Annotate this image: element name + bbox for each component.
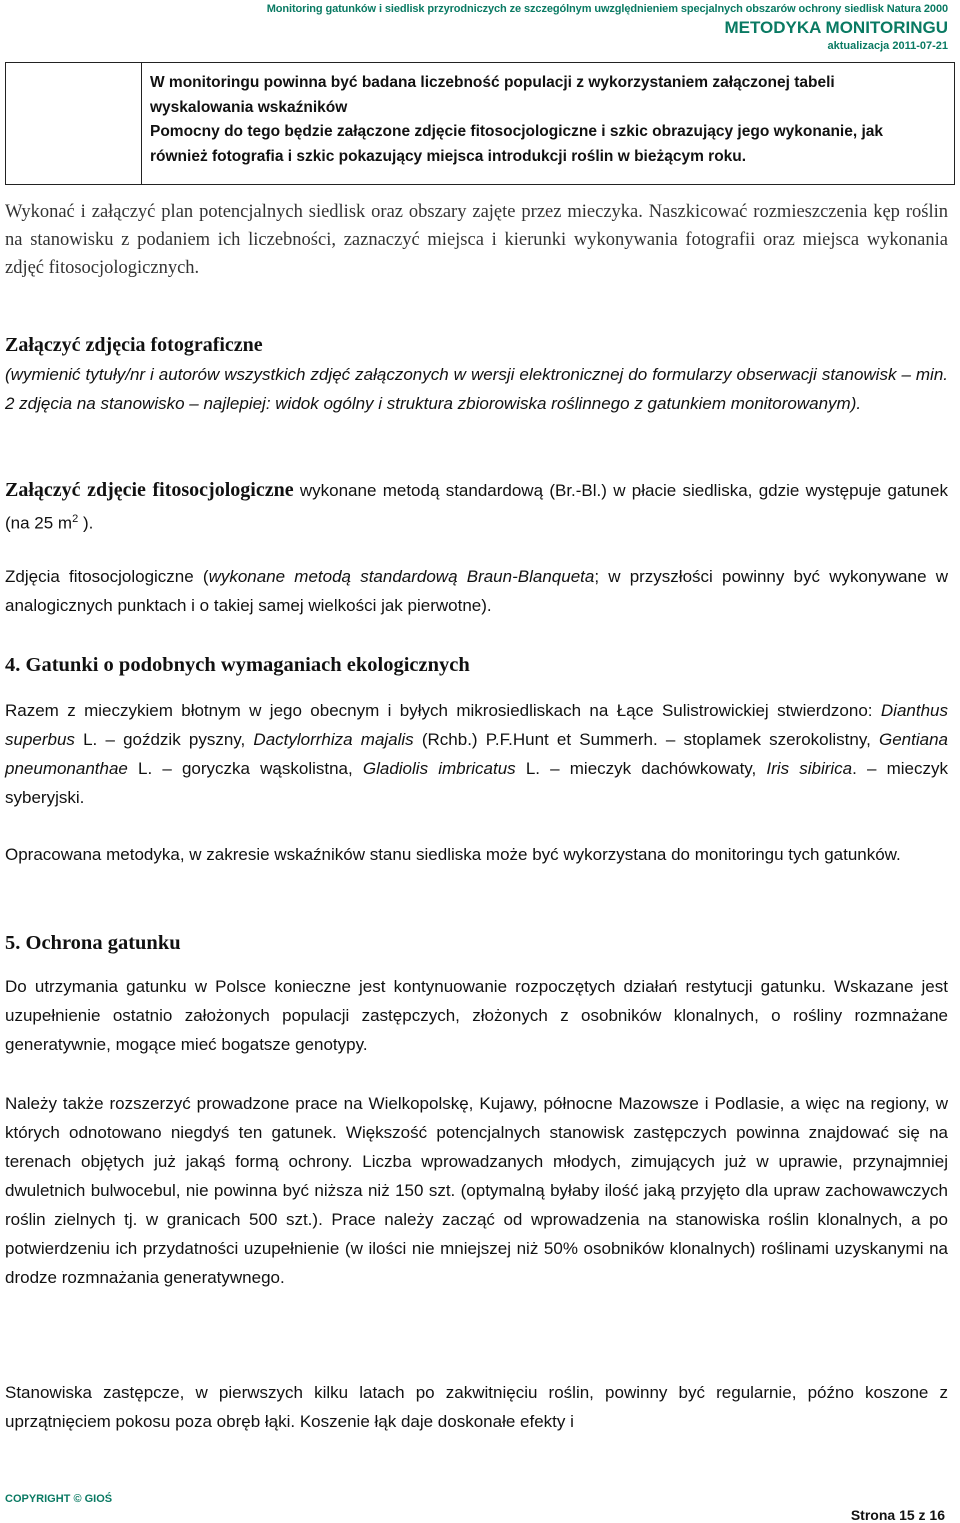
species-name: Dianthus superbus bbox=[5, 701, 948, 749]
section-5-paragraph-1: Do utrzymania gatunku w Polsce konieczne jest kontynuowanie rozpoczętych działań restytucji gatunku. Wskazane jest uzupełnienie ostatnio założonych populacji zastępczych, złożonych z osobników klonalnych, o rośliny rozmnażane generatywnie, mogące mieć bogatsze genotypy. bbox=[5, 977, 948, 1054]
text-run: L. – mieczyk dachówkowaty, bbox=[515, 759, 767, 778]
species-name: Iris sibirica bbox=[766, 759, 853, 778]
species-name: Dactylorrhiza majalis bbox=[253, 730, 414, 749]
plan-paragraph: Wykonać i załączyć plan potencjalnych siedlisk oraz obszary zajęte przez mieczyka. Naszkicować rozmieszczenia kęp roślin na stanowisku z podaniem ich liczebności, zaznaczyć miejsca i kierunki wykonywania fotografii oraz miejsca wykonania zdjęć fitosocjologicznych. bbox=[5, 202, 948, 278]
text-run: . – mieczyk syberyjski. bbox=[5, 759, 948, 807]
text-run: (Rchb.) P.F.Hunt et Summerh. – stoplamek szerokolistny, bbox=[413, 730, 879, 749]
instruction-box bbox=[5, 62, 955, 185]
section-4-species-paragraph bbox=[5, 696, 948, 812]
species-name: Gladiolis imbricatus bbox=[362, 759, 516, 778]
instruction-line: wyskalowania wskaźników bbox=[150, 98, 348, 116]
footer-copyright: COPYRIGHT © GIOŚ bbox=[5, 1493, 113, 1505]
photos-note: (wymienić tytuły/nr i autorów wszystkich zdjęć załączonych w wersji elektronicznej do formularzy obserwacji stanowisk – min. 2 zdjęcia na stanowisko – najlepiej: widok ogólny i struktura zbiorowiska roślinnego z gatunkiem monitorowanym). bbox=[5, 365, 948, 413]
header-subtitle: METODYKA MONITORINGU bbox=[724, 18, 948, 37]
photos-section bbox=[5, 330, 948, 418]
phyto-text: wykonane metodą standardową (Br.-Bl.) w płacie siedliska, gdzie występuje gatunek (na 25 m bbox=[5, 481, 948, 533]
footer-page-number: Strona 15 z 16 bbox=[850, 1507, 945, 1523]
instruction-line: Pomocny do tego będzie załączone zdjęcie fitosocjologiczne i szkic obrazujący jego wykonanie, jak bbox=[150, 123, 883, 140]
text-run-italic: Braun-Blanqueta bbox=[457, 567, 595, 586]
section-4-methodology-paragraph: Opracowana metodyka, w zakresie wskaźników stanu siedliska może być wykorzystana do monitoringu tych gatunków. bbox=[5, 845, 901, 864]
phyto-superscript: 2 bbox=[72, 513, 79, 525]
text-run: ; w przyszłości powinny być wykonywane w analogicznych punktach i o takiej samej wielkości jak pierwotne). bbox=[5, 567, 948, 615]
section-5-paragraph-3: Stanowiska zastępcze, w pierwszych kilku latach po zakwitnięciu roślin, powinny być regularnie, późno koszone z uprzątnięciem pokosu poza obręb łąki. Koszenie łąk daje doskonałe efekty i bbox=[5, 1383, 948, 1431]
text-run: Razem z mieczykiem błotnym w jego obecnym i byłych mikrosiedliskach na Łące Sulistrowickiej stwierdzono: bbox=[5, 701, 881, 720]
section-5-heading: 5. Ochrona gatunku bbox=[5, 932, 181, 954]
text-run: Zdjęcia fitosocjologiczne ( bbox=[5, 567, 209, 586]
instruction-line: również fotografia i szkic pokazujący miejsca introdukcji roślin w bieżącym roku. bbox=[150, 147, 747, 165]
text-run-italic: wykonane metodą standardową bbox=[208, 567, 458, 586]
text-run: L. – goryczka wąskolistna, bbox=[127, 759, 363, 778]
phyto-heading: Załączyć zdjęcie fitosocjologiczne bbox=[5, 479, 294, 501]
header-update-date: aktualizacja 2011-07-21 bbox=[827, 40, 948, 52]
phyto-paragraph bbox=[5, 476, 948, 538]
instruction-box-text bbox=[142, 63, 954, 184]
section-4-heading: 4. Gatunki o podobnych wymaganiach ekologicznych bbox=[5, 654, 470, 676]
instruction-box-label-cell bbox=[6, 63, 142, 184]
species-name: Gentiana pneumonanthae bbox=[5, 730, 948, 778]
phyto-photos-paragraph bbox=[5, 562, 948, 620]
photos-heading: Załączyć zdjęcia fotograficzne bbox=[5, 334, 263, 356]
text-run: L. – goździk pyszny, bbox=[74, 730, 254, 749]
phyto-text-end: ). bbox=[78, 513, 94, 533]
section-5-paragraph-2: Należy także rozszerzyć prowadzone prace na Wielkopolskę, Kujawy, północne Mazowsze i Podlasie, a więc na regiony, w których odnotowano niegdyś ten gatunek. Większość potencjalnych stanowisk zastępczych powinna znajdować się na terenach objętych już jakąś formą ochrony. Liczba wprowadzanych młodych, zimujących już w uprawie, przynajmniej dwuletnich bulwocebul, nie powinna być niższa niż 150 szt. (optymalną byłaby ilość jaką przyjęto dla upraw zachowawczych roślin zielnych tj. w granicach 500 szt.). Prace należy zacząć od wprowadzenia na stanowiska roślin klonalnych, a po potwierdzeniu ich przydatności uzupełnienie (w ilości nie mniejszej niż 50% osobników klonalnych) roślinami uzyskanymi na drodze rozmnażania generatywnego. bbox=[5, 1094, 948, 1287]
instruction-line: W monitoringu powinna być badana liczebność populacji z wykorzystaniem załączonej tabeli bbox=[150, 74, 835, 91]
header-title: Monitoring gatunków i siedlisk przyrodniczych ze szczególnym uwzględnieniem specjalnych obszarów ochrony siedlisk Natura 2000 bbox=[266, 3, 948, 15]
